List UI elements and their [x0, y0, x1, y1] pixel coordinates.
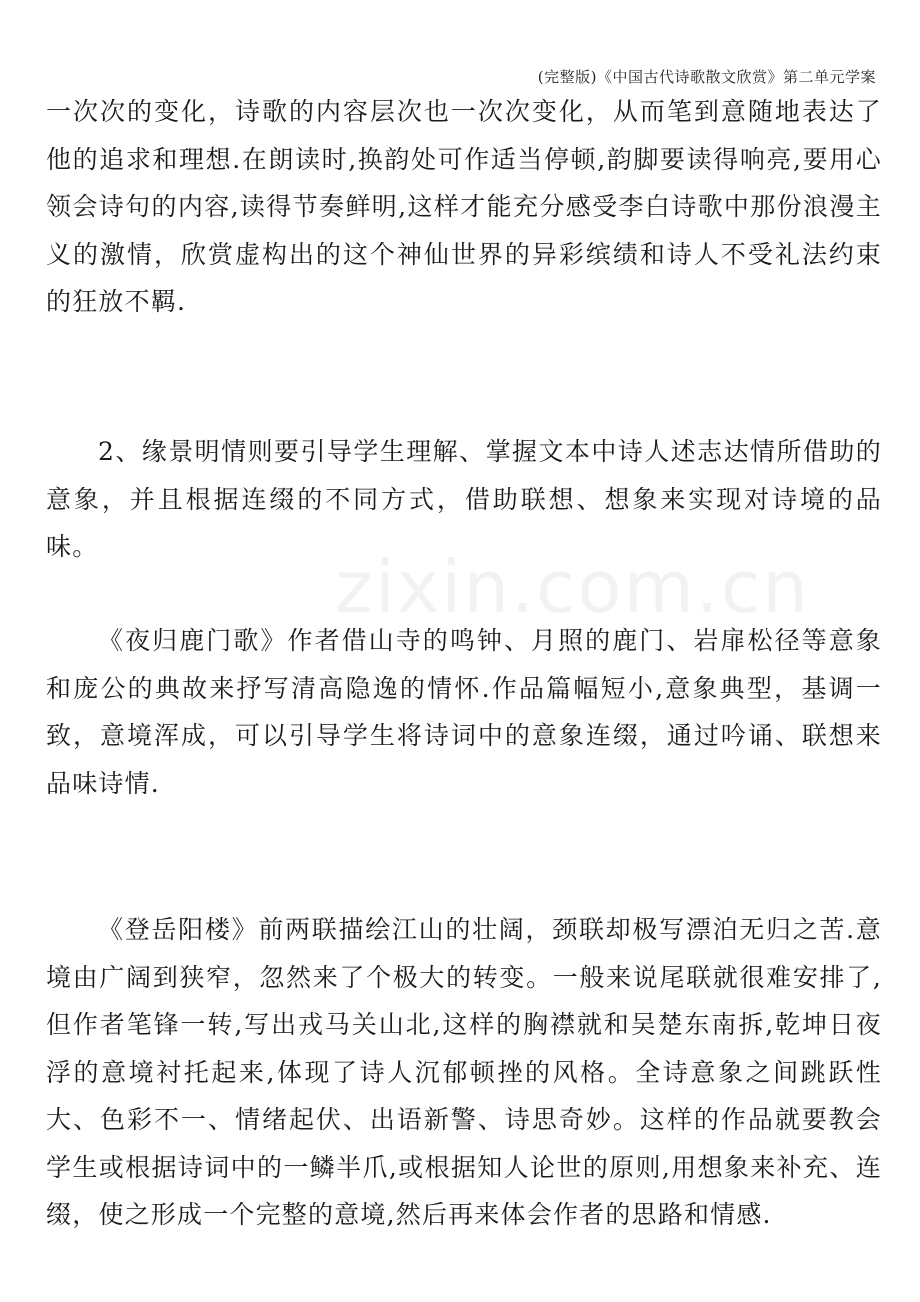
- paragraph-point-2: 2、缘景明情则要引导学生理解、掌握文本中诗人述志达情所借助的意象，并且根据连缀的不同方式，借助联想、想象来实现对诗境的品味。: [46, 437, 882, 561]
- paragraph-continuation: 一次次的变化，诗歌的内容层次也一次次变化，从而笔到意随地表达了他的追求和理想.在朗读时,换韵处可作适当停顿,韵脚要读得响亮,要用心领会诗句的内容,读得节奏鲜明,这样才能充分感受李白诗歌中那份浪漫主义的激情，欣赏虚构出的这个神仙世界的异彩缤绩和诗人不受礼法约束的狂放不羁.: [46, 97, 882, 316]
- document-header: (完整版)《中国古代诗歌散文欣赏》第二单元学案: [537, 68, 876, 86]
- watermark: zixin.com.cn: [335, 545, 810, 629]
- paragraph-dengyueyanglou: 《登岳阳楼》前两联描绘江山的壮阔，颈联却极写漂泊无归之苦.意境由广阔到狭窄，忽然来了个极大的转变。一般来说尾联就很难安排了,但作者笔锋一转,写出戎马关山北,这样的胸襟就和吴楚东南拆,乾坤日夜浮的意境衬托起来,体现了诗人沉郁顿挫的风格。全诗意象之间跳跃性大、色彩不一、情绪起伏、出语新警、诗思奇妙。这样的作品就要教会学生或根据诗词中的一鳞半爪,或根据知人论世的原则,用想象来补充、连缀，使之形成一个完整的意境,然后再来体会作者的思路和情感.: [46, 915, 882, 1229]
- paragraph-yeguilumen: 《夜归鹿门歌》作者借山寺的鸣钟、月照的鹿门、岩扉松径等意象和庞公的典故来抒写清高隐逸的情怀.作品篇幅短小,意象典型，基调一致，意境浑成，可以引导学生将诗词中的意象连缀，通过吟诵、联想来品味诗情.: [46, 626, 882, 798]
